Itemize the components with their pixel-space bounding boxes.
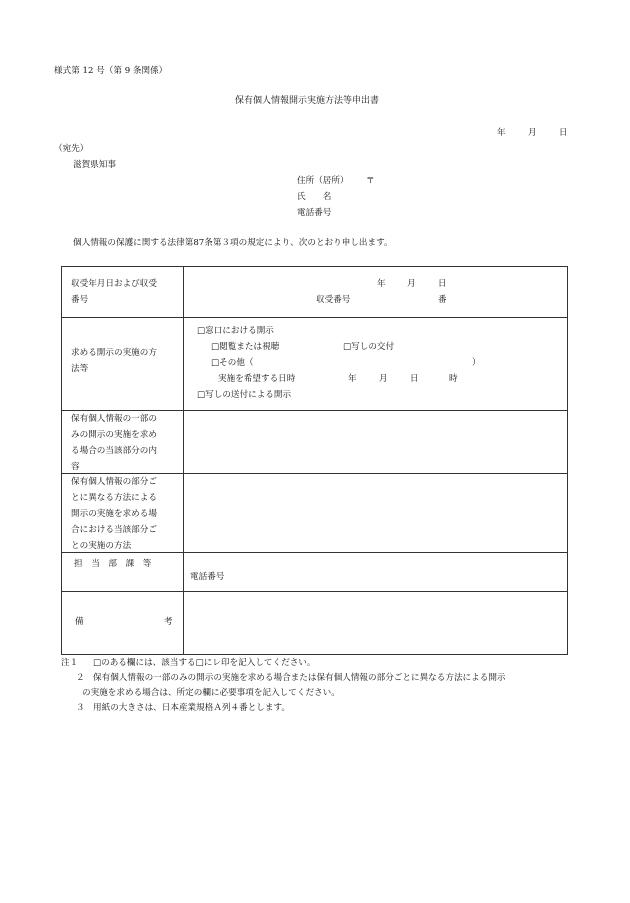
receipt-day: 日 <box>438 279 447 289</box>
page-title: 保有個人情報開示実施方法等申出書 <box>235 96 380 106</box>
addressee-prefix: （宛先） <box>54 144 89 154</box>
option-view[interactable]: □閲覧または視聴 <box>211 342 280 352</box>
partial-label-line2: みの開示の実施を求め <box>71 429 157 440</box>
receipt-value-cell[interactable] <box>184 267 568 318</box>
remarks-label-right: 考 <box>164 617 173 627</box>
method-label-cell <box>62 318 184 411</box>
note-2-line1: 保有個人情報の一部のみの開示の実施を求める場合または保有個人情報の部分ごとに異なる方法による開示 <box>93 673 506 683</box>
method-label-line2: 法等 <box>71 363 89 374</box>
note-3: 用紙の大きさは、日本産業規格Ａ列４番とします。 <box>93 703 290 713</box>
per-part-value-cell[interactable] <box>184 474 568 553</box>
checkbox-copy[interactable]: □ <box>343 342 352 352</box>
partial-label-line1: 保有個人情報の一部の <box>71 414 157 424</box>
department-value-cell[interactable] <box>184 553 568 592</box>
remarks-label-left: 備 <box>75 617 84 627</box>
receipt-label-line1: 収受年月日および収受 <box>71 279 157 289</box>
option-other[interactable]: □その他（ <box>211 358 254 368</box>
phone-label: 電話番号 <box>297 208 332 218</box>
intro-text: 個人情報の保護に関する法律第87条第３項の規定により、次のとおり申し出ます。 <box>73 238 393 248</box>
per-part-label-line4: 合における当該部分ご <box>71 524 157 535</box>
receipt-number-suffix: 番 <box>438 295 447 305</box>
note-1: □のある欄には、該当する□にレ印を記入してください。 <box>93 658 316 668</box>
per-part-label-line2: とに異なる方法による <box>71 492 157 503</box>
method-options-cell <box>184 318 568 411</box>
partial-label-line4: 容 <box>71 461 80 472</box>
receipt-label-cell <box>62 267 184 318</box>
per-part-method-row <box>62 474 568 553</box>
department-label-cell <box>62 553 184 592</box>
partial-disclosure-row <box>62 411 568 474</box>
receipt-number-label: 収受番号 <box>316 295 351 305</box>
partial-label-line3: る場合の当該部分の内 <box>71 445 157 456</box>
partial-label-cell <box>62 411 184 474</box>
addressee: 滋賀県知事 <box>73 160 116 170</box>
header-date-year: 年 <box>497 128 506 138</box>
per-part-label-cell <box>62 474 184 553</box>
desired-month: 月 <box>379 374 388 384</box>
receipt-label-line2: 番号 <box>71 294 89 305</box>
option-other-close: ） <box>472 358 481 368</box>
receipt-row <box>62 267 568 318</box>
desired-day: 日 <box>410 374 419 384</box>
method-label-line1: 求める開示の実施の方 <box>71 348 157 358</box>
note-2-number: ２ <box>76 673 85 683</box>
department-phone-label: 電話番号 <box>190 572 225 582</box>
option-copy[interactable]: □写しの交付 <box>343 342 395 352</box>
desired-datetime-label: 実施を希望する日時 <box>218 374 296 384</box>
department-row <box>62 553 568 592</box>
option-window[interactable]: □窓口における開示 <box>197 326 274 336</box>
header-date-day: 日 <box>559 128 568 138</box>
receipt-month: 月 <box>407 279 416 289</box>
postal-mark[interactable]: 〒 <box>366 176 375 186</box>
remarks-value-cell[interactable] <box>184 592 568 655</box>
checkbox-other[interactable]: □ <box>211 358 220 368</box>
partial-value-cell[interactable] <box>184 411 568 474</box>
checkbox-view[interactable]: □ <box>211 342 220 352</box>
note-1-number: 注１ <box>61 658 79 668</box>
option-mail[interactable]: □写しの送付による開示 <box>197 390 292 400</box>
remarks-label-cell <box>62 592 184 655</box>
application-table <box>61 266 568 655</box>
checkbox-mail[interactable]: □ <box>197 390 206 400</box>
address-label: 住所（居所） <box>297 176 349 186</box>
header-date-month: 月 <box>528 128 537 138</box>
per-part-label-line3: 開示の実施を求める場 <box>71 508 157 519</box>
department-label: 担 当 部 課 等 <box>74 559 152 569</box>
receipt-year: 年 <box>377 279 386 289</box>
checkbox-window[interactable]: □ <box>197 326 206 336</box>
name-label: 氏 名 <box>297 192 332 202</box>
remarks-row <box>62 592 568 655</box>
desired-hour: 時 <box>449 374 458 384</box>
form-number: 様式第 12 号（第 9 条関係） <box>54 66 168 76</box>
per-part-label-line5: との実施の方法 <box>71 540 132 551</box>
note-3-number: ３ <box>76 703 85 713</box>
desired-year: 年 <box>348 374 357 384</box>
per-part-label-line1: 保有個人情報の部分ご <box>71 477 157 487</box>
method-row <box>62 318 568 411</box>
note-2-line2: の実施を求める場合は、所定の欄に必要事項を記入してください。 <box>82 688 340 698</box>
